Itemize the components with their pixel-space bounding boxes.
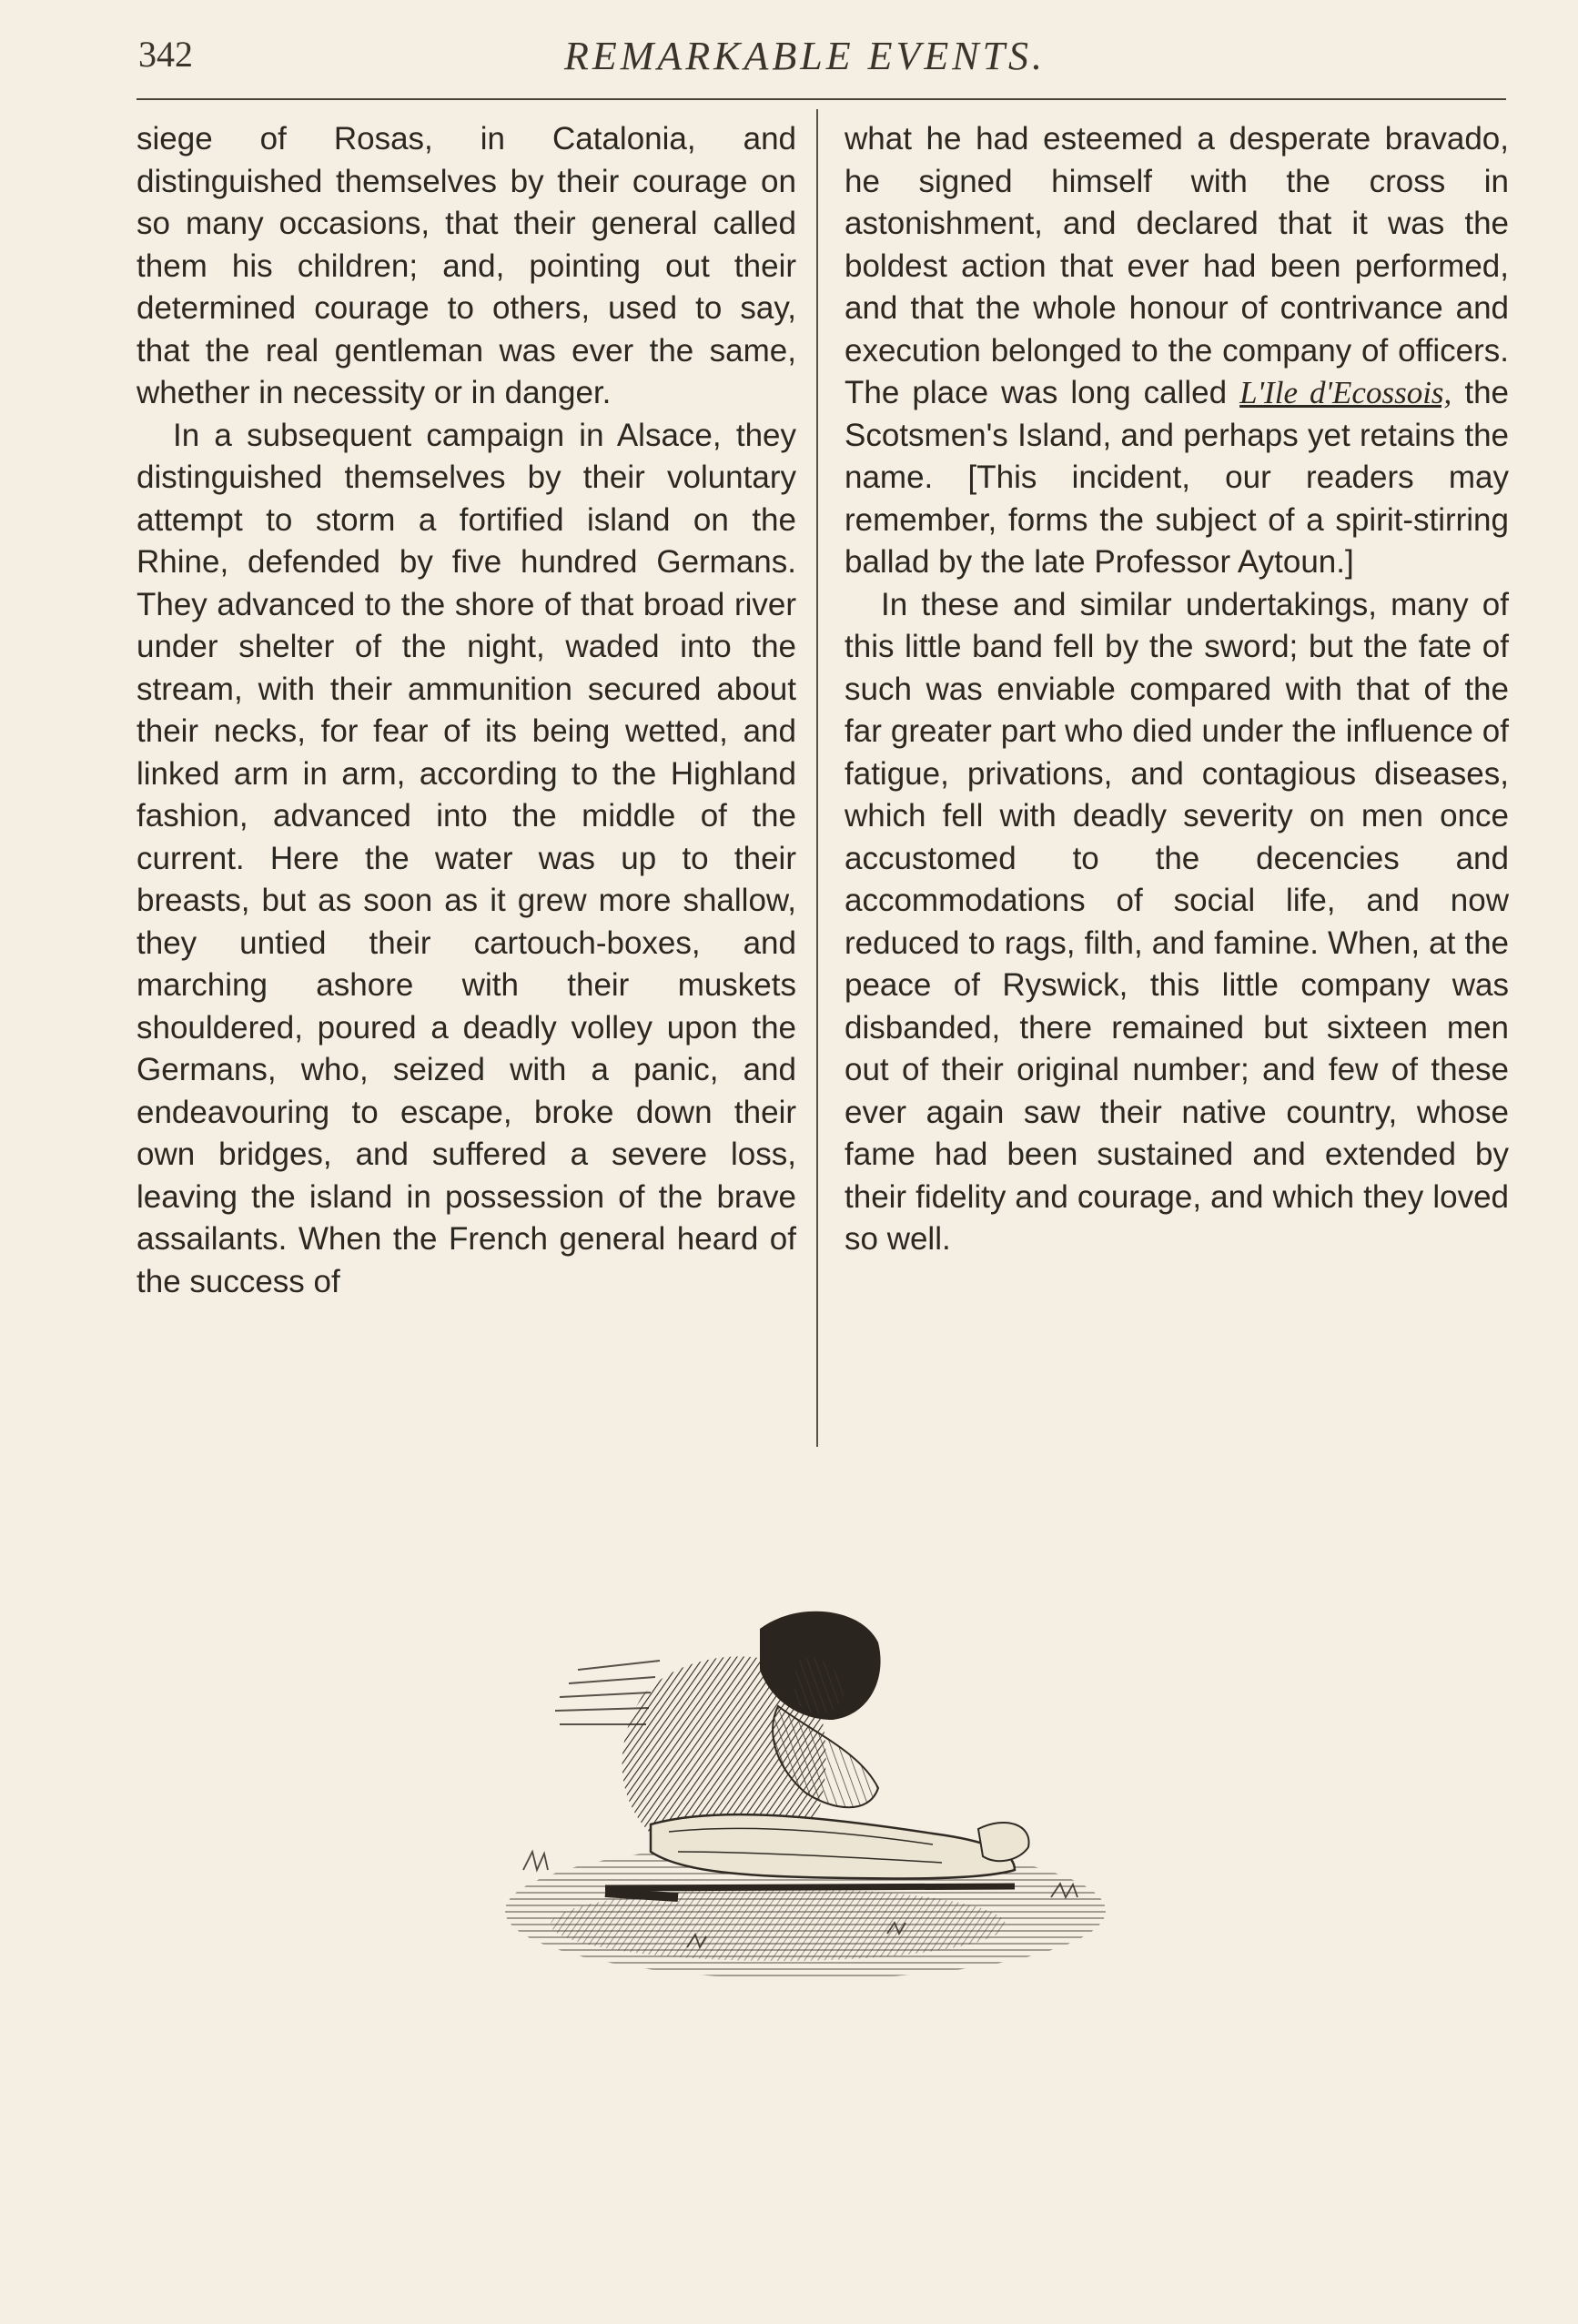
engraving-illustration bbox=[505, 1597, 1115, 1997]
header-rule bbox=[137, 98, 1506, 100]
page-number: 342 bbox=[138, 34, 193, 75]
sleeping-soldier-engraving bbox=[505, 1597, 1115, 1997]
running-head bbox=[127, 25, 1511, 89]
paragraph: siege of Rosas, in Catalonia, and distinguished themselves by their courage on so many occasions, that their general called them his children; and, pointing out their determined courage to others, used to say, that the real gentleman was ever the same, whether in necessity or in danger. bbox=[137, 121, 796, 410]
musket bbox=[605, 1886, 1015, 1888]
paragraph: In a subsequent campaign in Alsace, they distinguished themselves by their voluntary attempt to storm a fortified island on the Rhine, defended by five hundred Germans. They advanced to the shore of that broad river under shelter of the night, waded into the stream, with their ammunition secured about their necks, for fear of its being wetted, and linked arm in arm, according to the Highland fashion, advanced into the middle of the current. Here the water was up to their breasts, but as soon as it grew more shallow, they untied their cartouch-boxes, and marching ashore with their muskets shouldered, poured a deadly volley upon the Germans, who, seized with a panic, and endeavouring to escape, broke down their own bridges, and suffered a severe loss, leaving the island in possession of the brave assailants. When the French general heard of the success of bbox=[137, 417, 796, 1299]
italic-place-name: L'Ile d'Ecossois, bbox=[1239, 375, 1452, 410]
left-column bbox=[137, 118, 796, 1303]
paragraph bbox=[845, 118, 1509, 584]
paragraph: In these and similar undertakings, many of this little band fell by the sword; but the fate of such was enviable compared with that of the far greater part who died under the influence of fatigue, privations, and contagious diseases, which fell with deadly severity on men once accustomed to the decencies and accommodations of social life, and now reduced to rags, filth, and famine. When, at the peace of Ryswick, this little company was disbanded, there remained but sixteen men out of their original number; and few of these ever again saw their native country, whose fame had been sustained and extended by their fidelity and courage, and which they loved so well. bbox=[845, 586, 1509, 1257]
paragraph-text: what he had esteemed a desperate bravado, he signed himself with the cross in astonishment, and declared that it was the boldest action that ever had been performed, and that the whole honour of contrivance and execution belonged to the company of officers. The place was long called bbox=[845, 121, 1509, 410]
legs bbox=[651, 1814, 1015, 1878]
right-column bbox=[845, 118, 1509, 1261]
column-divider bbox=[816, 109, 818, 1447]
paragraph-text: the Scotsmen's Island, and perhaps yet retains the name. [This incident, our readers may remember, forms the subject of a spirit-stirring ballad by the late Professor Aytoun.] bbox=[845, 375, 1510, 580]
running-title: REMARKABLE EVENTS. bbox=[564, 34, 1047, 78]
